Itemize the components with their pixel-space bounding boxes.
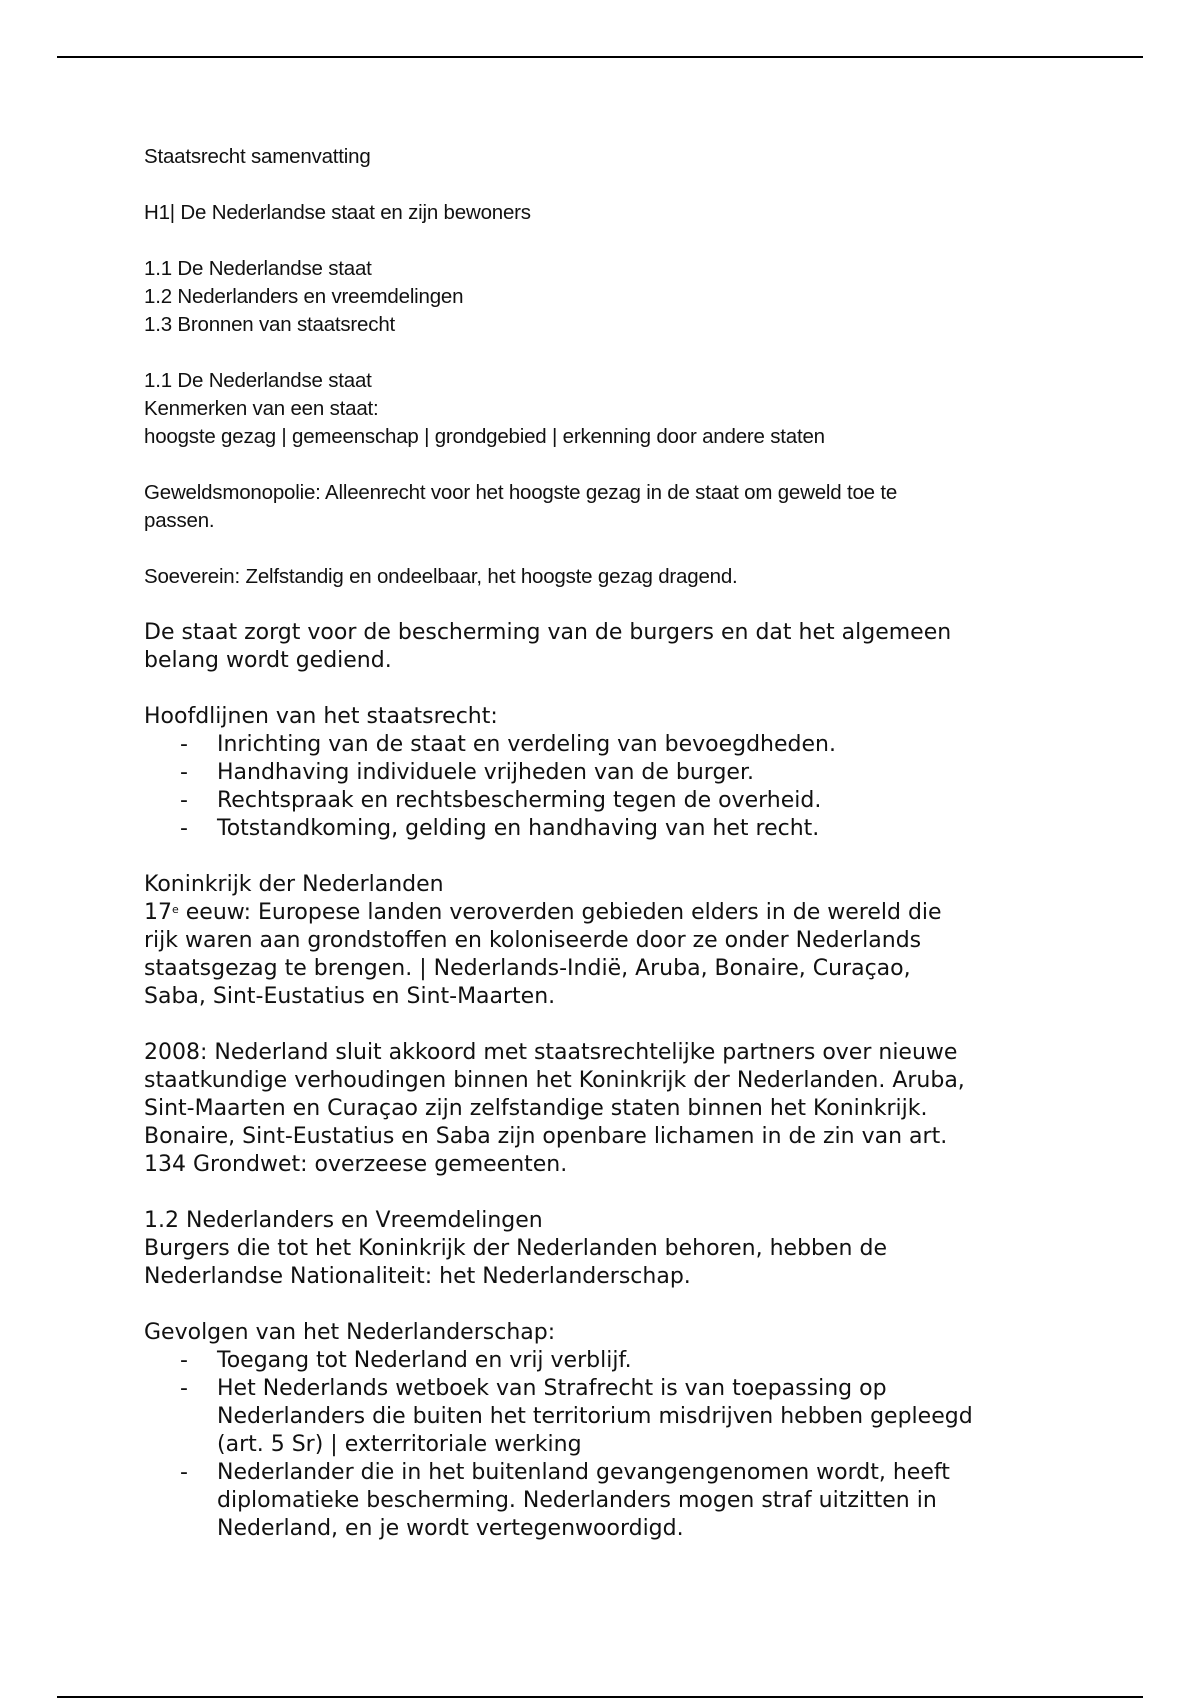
paragraph-line: staatsgezag te brengen. | Nederlands-Indië, Aruba, Bonaire, Curaçao,: [144, 956, 911, 981]
list-item: [144, 815, 1084, 843]
document-body: [144, 143, 1084, 1543]
definition-line: Geweldsmonopolie: Alleenrecht voor het hoogste gezag in de staat om geweld toe te: [144, 481, 898, 504]
paragraph-line: 2008: Nederland sluit akkoord met staatsrechtelijke partners over nieuwe: [144, 1040, 958, 1065]
kenmerken-list: hoogste gezag | gemeenschap | grondgebied | erkenning door andere staten: [144, 425, 825, 448]
table-of-contents: [144, 255, 1084, 339]
dash-bullet: -: [180, 1348, 188, 1373]
section-heading: 1.2 Nederlanders en Vreemdelingen: [144, 1208, 543, 1233]
document-title: Staatsrecht samenvatting: [144, 145, 371, 168]
subheading: Koninkrijk der Nederlanden: [144, 872, 444, 897]
definition-line: passen.: [144, 509, 215, 532]
list-item: [144, 759, 1084, 787]
paragraph-line: staatkundige verhoudingen binnen het Koninkrijk der Nederlanden. Aruba,: [144, 1068, 965, 1093]
list-item-text: Handhaving individuele vrijheden van de burger.: [217, 760, 754, 785]
toc-item: 1.3 Bronnen van staatsrecht: [144, 313, 396, 336]
paragraph-line: belang wordt gediend.: [144, 648, 392, 673]
list-item: [144, 1375, 1084, 1459]
bottom-rule: [57, 1696, 1143, 1698]
paragraph-line: rijk waren aan grondstoffen en koloniseerde door ze onder Nederlands: [144, 928, 922, 953]
paragraph-line: De staat zorgt voor de bescherming van de burgers en dat het algemeen: [144, 620, 952, 645]
toc-item: 1.2 Nederlanders en vreemdelingen: [144, 285, 464, 308]
paragraph-text: eeuw: Europese landen veroverden gebieden elders in de wereld die: [178, 900, 942, 925]
list-item: [144, 731, 1084, 759]
gevolgen-list: [144, 1347, 1084, 1543]
century-number: 17: [144, 900, 172, 925]
list-item-text: Nederlander die in het buitenland gevangengenomen wordt, heeft: [217, 1460, 950, 1485]
list-item-text: Nederlanders die buiten het territorium misdrijven hebben gepleegd: [217, 1404, 973, 1429]
dash-bullet: -: [180, 1460, 188, 1485]
hoofdlijnen-list: [144, 731, 1084, 843]
chapter-heading: H1| De Nederlandse staat en zijn bewoners: [144, 201, 531, 224]
list-label: Gevolgen van het Nederlanderschap:: [144, 1320, 556, 1345]
paragraph-line: Bonaire, Sint-Eustatius en Saba zijn openbare lichamen in de zin van art.: [144, 1124, 948, 1149]
toc-item: 1.1 De Nederlandse staat: [144, 257, 372, 280]
definition-line: Soeverein: Zelfstandig en ondeelbaar, het hoogste gezag dragend.: [144, 565, 738, 588]
list-item: [144, 1459, 1084, 1543]
section-heading: 1.1 De Nederlandse staat: [144, 369, 372, 392]
paragraph-line: Saba, Sint-Eustatius en Sint-Maarten.: [144, 984, 556, 1009]
list-item-text: Totstandkoming, gelding en handhaving van het recht.: [217, 816, 820, 841]
list-item: [144, 787, 1084, 815]
paragraph-line: Nederlandse Nationaliteit: het Nederlanderschap.: [144, 1264, 691, 1289]
dash-bullet: -: [180, 1376, 188, 1401]
paragraph-line: 134 Grondwet: overzeese gemeenten.: [144, 1152, 568, 1177]
ordinal-suffix: e: [172, 903, 179, 916]
list-item-text: Het Nederlands wetboek van Strafrecht is van toepassing op: [217, 1376, 887, 1401]
list-label: Hoofdlijnen van het staatsrecht:: [144, 704, 498, 729]
paragraph-line: [144, 899, 1084, 927]
top-rule: [57, 56, 1143, 58]
kenmerken-label: Kenmerken van een staat:: [144, 397, 379, 420]
dash-bullet: -: [180, 816, 188, 841]
list-item-text: Inrichting van de staat en verdeling van bevoegdheden.: [217, 732, 836, 757]
list-item-text: (art. 5 Sr) | exterritoriale werking: [217, 1432, 582, 1457]
paragraph-line: Burgers die tot het Koninkrijk der Nederlanden behoren, hebben de: [144, 1236, 887, 1261]
list-item-text: Toegang tot Nederland en vrij verblijf.: [217, 1348, 632, 1373]
list-item-text: Nederland, en je wordt vertegenwoordigd.: [217, 1516, 684, 1541]
dash-bullet: -: [180, 732, 188, 757]
list-item: [144, 1347, 1084, 1375]
list-item-text: diplomatieke bescherming. Nederlanders mogen straf uitzitten in: [217, 1488, 937, 1513]
list-item-text: Rechtspraak en rechtsbescherming tegen de overheid.: [217, 788, 822, 813]
paragraph-line: Sint-Maarten en Curaçao zijn zelfstandige staten binnen het Koninkrijk.: [144, 1096, 928, 1121]
dash-bullet: -: [180, 788, 188, 813]
dash-bullet: -: [180, 760, 188, 785]
